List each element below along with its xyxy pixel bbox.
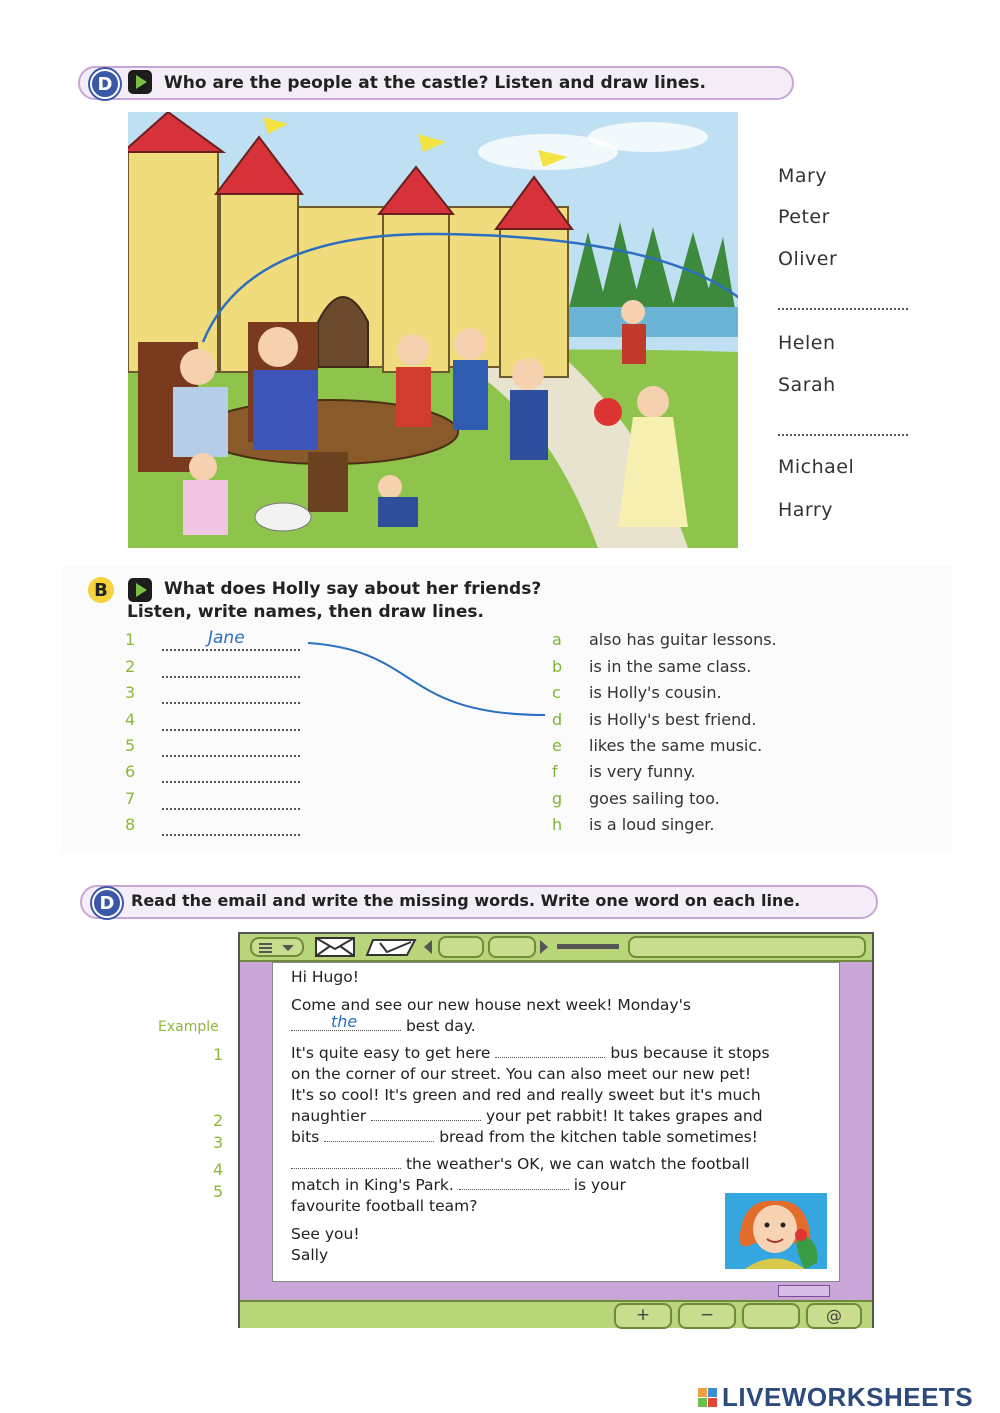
castle-name-5: Helen bbox=[778, 332, 836, 354]
example-label: Example bbox=[158, 1019, 219, 1035]
item-number: 6 bbox=[125, 762, 136, 781]
castle-name-blank-2[interactable] bbox=[778, 422, 908, 436]
email-line: It's so cool! It's green and red and really sweet but it's much bbox=[291, 1086, 761, 1104]
statement-row bbox=[552, 710, 562, 729]
section1-badge: D bbox=[90, 69, 120, 99]
friend-row bbox=[125, 630, 135, 649]
castle-illustration bbox=[128, 112, 738, 548]
blank-footer-button[interactable] bbox=[742, 1303, 800, 1329]
email-line-text: It's quite easy to get here bbox=[291, 1044, 491, 1062]
item-number: 2 bbox=[125, 657, 136, 676]
email-line-text: bus because it stops bbox=[610, 1044, 770, 1062]
email-line: on the corner of our street. You can also meet our new pet! bbox=[291, 1065, 752, 1083]
item-number: 4 bbox=[125, 710, 136, 729]
statement-text: is very funny. bbox=[589, 762, 696, 781]
friend-answer-4[interactable] bbox=[162, 717, 300, 731]
friend-answer-2[interactable] bbox=[162, 664, 300, 678]
item-number: 1 bbox=[125, 630, 136, 649]
audio-play-icon[interactable] bbox=[128, 70, 152, 94]
statement-row bbox=[552, 789, 562, 808]
friend-answer-5[interactable] bbox=[162, 743, 300, 757]
question-number-2: 2 bbox=[213, 1111, 224, 1130]
back-arrow-icon[interactable] bbox=[424, 940, 432, 954]
section1-instruction: Who are the people at the castle? Listen and draw lines. bbox=[164, 73, 707, 93]
friend-row bbox=[125, 657, 135, 676]
statement-row bbox=[552, 657, 562, 676]
section2-badge: B bbox=[88, 577, 114, 603]
castle-name-2: Peter bbox=[778, 206, 830, 228]
example-answer-text: the bbox=[331, 1012, 358, 1031]
email-signature: Sally bbox=[291, 1246, 329, 1264]
friend-row bbox=[125, 789, 135, 808]
email-line bbox=[291, 1127, 836, 1148]
email-line: Come and see our new house next week! Monday's bbox=[291, 996, 691, 1014]
email-line-text: best day. bbox=[405, 1017, 476, 1035]
email-greeting: Hi Hugo! bbox=[291, 968, 359, 986]
statement-letter: d bbox=[552, 710, 563, 729]
question-number-4: 4 bbox=[213, 1160, 224, 1179]
question-number-3: 3 bbox=[213, 1133, 224, 1152]
statement-text: is Holly's cousin. bbox=[589, 683, 722, 702]
statement-letter: h bbox=[552, 815, 563, 834]
statement-list bbox=[552, 630, 872, 845]
answer-blank-2[interactable] bbox=[371, 1108, 481, 1121]
friend-answer-3[interactable] bbox=[162, 690, 300, 704]
answer-blank-4[interactable] bbox=[291, 1156, 401, 1169]
email-line-text: bread from the kitchen table sometimes! bbox=[439, 1128, 758, 1146]
email-line-text: match in King's Park. bbox=[291, 1176, 454, 1194]
friend-answer-6[interactable] bbox=[162, 769, 300, 783]
email-closing: See you! bbox=[291, 1225, 360, 1243]
answer-connector-line bbox=[300, 635, 563, 725]
castle-name-6: Sarah bbox=[778, 374, 836, 396]
forward-arrow-icon[interactable] bbox=[540, 940, 548, 954]
castle-name-9: Harry bbox=[778, 499, 833, 521]
email-line-text: naughtier bbox=[291, 1107, 367, 1125]
section2-instruction-line2: Listen, write names, then draw lines. bbox=[127, 602, 485, 622]
friend-answer-7[interactable] bbox=[162, 796, 300, 810]
friend-answer-1-text: Jane bbox=[208, 628, 245, 648]
item-number: 8 bbox=[125, 815, 136, 834]
sally-with-parrot-picture bbox=[725, 1193, 827, 1269]
section2-instruction-line1: What does Holly say about her friends? bbox=[164, 579, 542, 599]
compose-icon[interactable] bbox=[365, 937, 417, 957]
liveworksheets-logo-mark bbox=[698, 1388, 717, 1407]
at-button[interactable]: @ bbox=[806, 1303, 862, 1329]
friend-answer-8[interactable] bbox=[162, 822, 300, 836]
item-number: 5 bbox=[125, 736, 136, 755]
add-button[interactable]: + bbox=[614, 1303, 672, 1329]
email-line bbox=[291, 1043, 836, 1064]
friend-row bbox=[125, 736, 135, 755]
friend-row bbox=[125, 815, 135, 834]
email-line bbox=[291, 1154, 836, 1175]
statement-text: is in the same class. bbox=[589, 657, 752, 676]
answer-blank-3[interactable] bbox=[324, 1129, 434, 1142]
statement-text: goes sailing too. bbox=[589, 789, 720, 808]
progress-bar bbox=[557, 944, 619, 949]
email-line-text: your pet rabbit! It takes grapes and bbox=[485, 1107, 763, 1125]
statement-row bbox=[552, 630, 562, 649]
statement-text: is Holly's best friend. bbox=[589, 710, 757, 729]
toolbar-blank-button-1[interactable] bbox=[438, 936, 484, 958]
menu-icon[interactable] bbox=[250, 937, 304, 957]
statement-letter: f bbox=[552, 762, 558, 781]
email-line-text: is your bbox=[573, 1176, 626, 1194]
email-line bbox=[291, 1106, 836, 1127]
statement-row bbox=[552, 815, 562, 834]
statement-text: also has guitar lessons. bbox=[589, 630, 777, 649]
address-bar[interactable] bbox=[628, 936, 866, 958]
statement-row bbox=[552, 762, 558, 781]
toolbar-blank-button-2[interactable] bbox=[488, 936, 536, 958]
email-line bbox=[291, 1012, 836, 1037]
statement-letter: g bbox=[552, 789, 563, 808]
email-line-text: bits bbox=[291, 1128, 320, 1146]
statement-row bbox=[552, 683, 561, 702]
envelope-icon[interactable] bbox=[315, 937, 355, 957]
email-line: favourite football team? bbox=[291, 1197, 478, 1215]
answer-blank-5[interactable] bbox=[459, 1177, 569, 1190]
question-number-5: 5 bbox=[213, 1182, 224, 1201]
castle-name-1: Mary bbox=[778, 165, 828, 187]
email-line-text: the weather's OK, we can watch the football bbox=[405, 1155, 750, 1173]
friend-row bbox=[125, 762, 135, 781]
statement-letter: b bbox=[552, 657, 563, 676]
statement-row bbox=[552, 736, 562, 755]
castle-name-8: Michael bbox=[778, 456, 855, 478]
statement-text: likes the same music. bbox=[589, 736, 763, 755]
audio-play-icon-2[interactable] bbox=[128, 578, 152, 602]
section3-badge: D bbox=[92, 888, 122, 918]
friend-row bbox=[125, 683, 135, 702]
item-number: 3 bbox=[125, 683, 136, 702]
liveworksheets-logo bbox=[698, 1382, 973, 1413]
castle-name-blank-1[interactable] bbox=[778, 296, 908, 310]
liveworksheets-brand-text: LIVEWORKSHEETS bbox=[722, 1382, 974, 1412]
castle-name-3: Oliver bbox=[778, 248, 838, 270]
statement-letter: a bbox=[552, 630, 562, 649]
answer-blank-1[interactable] bbox=[495, 1045, 605, 1058]
question-number-1: 1 bbox=[213, 1045, 224, 1064]
footer-small-tab bbox=[778, 1285, 830, 1297]
statement-text: is a loud singer. bbox=[589, 815, 715, 834]
remove-button[interactable]: − bbox=[678, 1303, 736, 1329]
statement-letter: e bbox=[552, 736, 562, 755]
item-number: 7 bbox=[125, 789, 136, 808]
friend-row bbox=[125, 710, 135, 729]
section3-instruction: Read the email and write the missing words. Write one word on each line. bbox=[131, 891, 801, 910]
statement-letter: c bbox=[552, 683, 561, 702]
